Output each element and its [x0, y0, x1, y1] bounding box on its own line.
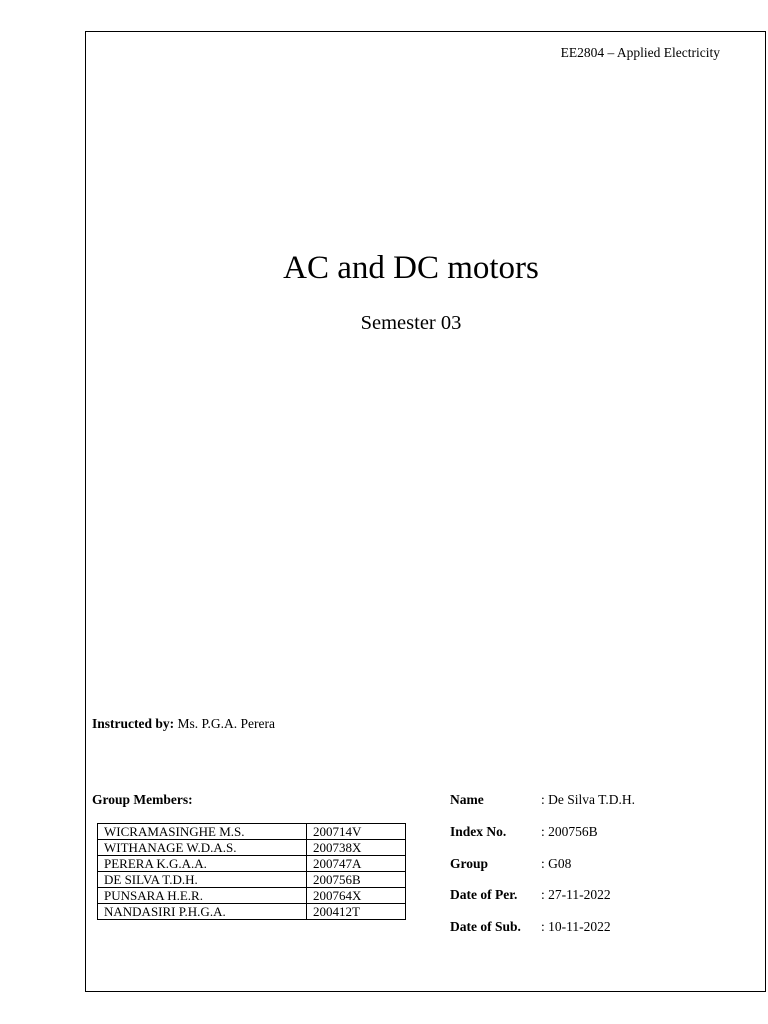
info-label-date-submitted: Date of Sub. [450, 919, 521, 934]
member-name: WITHANAGE W.D.A.S. [98, 840, 307, 856]
table-row [98, 872, 406, 888]
member-name: DE SILVA T.D.H. [98, 872, 307, 888]
member-index: 200764X [307, 888, 406, 904]
group-members-table [97, 823, 406, 920]
info-label-group: Group [450, 856, 489, 871]
table-row [98, 824, 406, 840]
member-index: 200738X [307, 840, 406, 856]
info-label-date-performed: Date of Per. [450, 887, 518, 902]
info-value-name: : De Silva T.D.H. [541, 792, 635, 807]
table-row [98, 888, 406, 904]
member-index: 200714V [307, 824, 406, 840]
info-label-index: Index No. [450, 824, 507, 839]
table-row [98, 904, 406, 920]
table-row [98, 840, 406, 856]
info-value-group: : G08 [541, 856, 572, 871]
course-code: EE2804 – Applied Electricity [560, 45, 720, 60]
member-name: WICRAMASINGHE M.S. [98, 824, 307, 840]
member-name: NANDASIRI P.H.G.A. [98, 904, 307, 920]
report-title: AC and DC motors [283, 250, 539, 286]
instructor-line [92, 716, 275, 732]
group-members-heading: Group Members: [92, 792, 193, 807]
info-value-index: : 200756B [541, 824, 598, 839]
member-index: 200412T [307, 904, 406, 920]
instructor-name: Ms. P.G.A. Perera [174, 716, 276, 731]
table-row [98, 856, 406, 872]
member-name: PUNSARA H.E.R. [98, 888, 307, 904]
member-index: 200747A [307, 856, 406, 872]
info-label-name: Name [450, 792, 484, 807]
info-value-date-submitted: : 10-11-2022 [541, 919, 611, 934]
info-value-date-performed: : 27-11-2022 [541, 887, 611, 902]
member-name: PERERA K.G.A.A. [98, 856, 307, 872]
instructor-label: Instructed by: [92, 716, 175, 731]
member-index: 200756B [307, 872, 406, 888]
report-subtitle: Semester 03 [360, 312, 462, 334]
